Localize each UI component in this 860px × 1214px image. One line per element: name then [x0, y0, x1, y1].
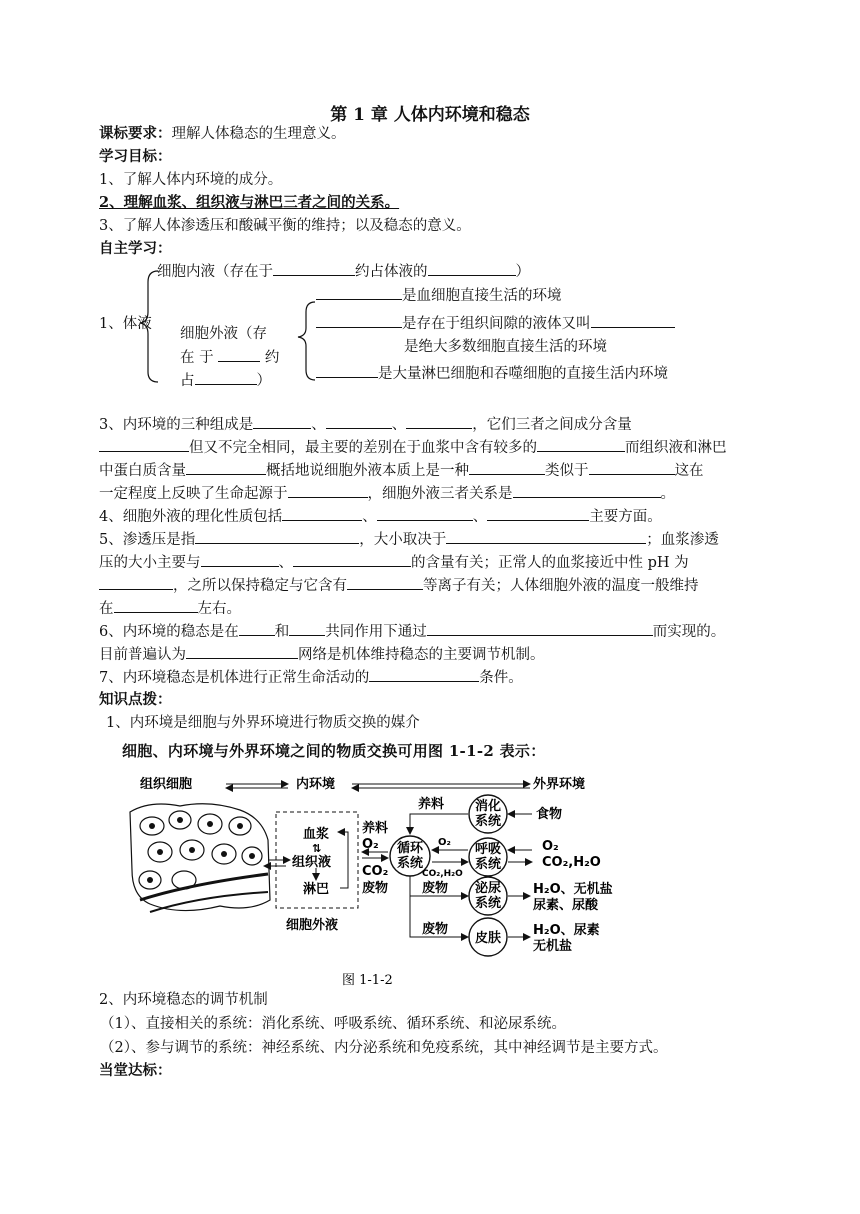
q6-text: 共同作用下通过	[325, 624, 427, 640]
q3-text: 中蛋白质含量	[99, 463, 186, 479]
label-uri-out-2: 尿素、尿酸	[533, 898, 599, 913]
label-co2h2o-mid: CO₂,H₂O	[422, 869, 463, 879]
intra-text-b: 约占体液的	[355, 264, 428, 280]
goal-1: 1、了解人体内环境的成分。	[99, 172, 283, 188]
ecf-branch-3: 是绝大多数细胞直接生活的环境	[404, 339, 607, 355]
q3-text: 3、内环境的三种组成是	[99, 417, 254, 433]
q5-text: ，之所以保持稳定与它含有	[173, 578, 347, 594]
label-co2-left: CO₂	[362, 864, 389, 879]
ecf-text-3a: 占	[180, 373, 195, 389]
ecf-text-3b: ）	[256, 373, 271, 389]
label-plasma: 血浆	[303, 827, 330, 842]
label-lymph: 淋巴	[303, 882, 330, 897]
q3-text: 但又不完全相同，最主要的差别在于血浆中含有较多的	[189, 440, 537, 456]
branch-1-text: 是血细胞直接生活的环境	[402, 288, 562, 304]
q6-text: 6、内环境的稳态是在	[99, 624, 239, 640]
branch-4-text: 是大量淋巴细胞和吞噬细胞的直接生活内环境	[378, 366, 668, 382]
intra-text-c: ）	[515, 264, 530, 280]
q4-text: 、	[472, 509, 488, 525]
ecf-line-1: 细胞外液（存	[180, 326, 267, 342]
tissue-cells-sketch	[130, 804, 270, 912]
resp-label-1: 呼吸	[475, 842, 502, 857]
ecf-text-2b: 约	[264, 350, 280, 366]
label-tissue-fluid: 组织液	[292, 855, 332, 870]
knowledge-2: 2、内环境稳态的调节机制	[99, 992, 268, 1008]
q5-text: 在	[99, 601, 114, 617]
circ-label-1: 循环	[397, 841, 424, 856]
q5-text: 的含量有关；正常人的血浆接近中性 pH 为	[411, 555, 689, 571]
q5-text: 压的大小主要与	[99, 555, 201, 571]
branch-2-text: 是存在于组织间隙的液体又叫	[402, 316, 591, 332]
q3-text: 、	[311, 417, 326, 433]
q3-text: 。	[660, 486, 675, 502]
q5-text: ，大小取决于	[359, 532, 447, 548]
q6-text: 目前普遍认为	[99, 647, 186, 663]
label-inner-env: 内环境	[296, 777, 336, 792]
q5-text: 等离子有关；人体细胞外液的温度一般维持	[423, 578, 699, 594]
body-fluid-label: 1、体液	[99, 316, 152, 332]
q5-text: 、	[278, 555, 293, 571]
label-skin-out-1: H₂O、尿素	[533, 923, 600, 938]
class-goal-label: 当堂达标：	[99, 1062, 172, 1079]
knowledge-1: 1、内环境是细胞与外界环境进行物质交换的媒介	[106, 715, 420, 731]
q3-text: ，它们三者之间成分含量	[472, 417, 632, 433]
requirement-label: 课标要求：	[99, 125, 172, 142]
uri-label-2: 系统	[475, 896, 502, 911]
intra-text-a: 细胞内液（存在于	[157, 264, 273, 280]
q7-text: 条件。	[479, 670, 523, 686]
goals-label: 学习目标：	[99, 148, 172, 165]
q5-text: ；血浆渗透	[646, 532, 719, 548]
q5-text: 左右。	[197, 601, 241, 617]
label-nutrient-left: 养料	[362, 821, 389, 836]
label-waste-1: 废物	[422, 881, 449, 896]
goal-3: 3、了解人体渗透压和酸碱平衡的维持；以及稳态的意义。	[99, 218, 471, 234]
resp-label-2: 系统	[475, 857, 502, 872]
label-ecf: 细胞外液	[286, 918, 339, 933]
knowledge-2-2: （2）、参与调节的系统：神经系统、内分泌系统和免疫系统，其中神经调节是主要方式。	[100, 1040, 668, 1056]
label-nutrient-mid: 养料	[418, 797, 445, 812]
q3-text: 这在	[674, 463, 704, 479]
label-uri-out-1: H₂O、无机盐	[533, 882, 613, 897]
q3-text: 类似于	[545, 463, 589, 479]
q3-text: 而组织液和淋巴	[625, 440, 727, 456]
label-food: 食物	[536, 807, 563, 822]
page-title: 第 1 章 人体内环境和稳态	[330, 105, 530, 125]
uri-label-1: 泌尿	[475, 881, 502, 896]
q4-text: 主要方面。	[589, 509, 662, 525]
q6-text: 网络是机体维持稳态的主要调节机制。	[298, 647, 545, 663]
svg-text:⇅: ⇅	[312, 842, 322, 855]
label-o2-out: O₂	[542, 839, 559, 854]
q3-text: 概括地说细胞外液本质上是一种	[266, 463, 469, 479]
label-waste-left: 废物	[362, 881, 389, 896]
label-skin-out-2: 无机盐	[533, 939, 573, 954]
knowledge-label: 知识点拨：	[99, 691, 172, 708]
q3-text: 、	[391, 417, 407, 433]
label-waste-2: 废物	[422, 922, 449, 937]
q4-text: 、	[362, 509, 377, 525]
label-co2h2o-out: CO₂,H₂O	[542, 855, 601, 870]
circ-label-2: 系统	[397, 856, 424, 871]
figure-caption-top: 细胞、内环境与外界环境之间的物质交换可用图 1-1-2 表示：	[122, 742, 546, 760]
label-o2-left: O₂	[362, 837, 379, 852]
figure-caption: 图 1-1-2	[342, 973, 393, 988]
q7-text: 7、内环境稳态是机体进行正常生命活动的	[99, 670, 370, 686]
requirement-text: 理解人体稳态的生理意义。	[171, 126, 346, 142]
q6-text: 而实现的。	[652, 624, 726, 640]
dig-label-1: 消化	[475, 799, 502, 814]
goal-2-text: 2、理解血浆、组织液与淋巴三者之间的关系。	[99, 194, 400, 211]
label-outer-env: 外界环境	[533, 777, 586, 792]
skin-label: 皮肤	[475, 931, 502, 946]
dig-label-2: 系统	[475, 814, 502, 829]
knowledge-2-1: （1）、直接相关的系统：消化系统、呼吸系统、循环系统、和泌尿系统。	[100, 1016, 566, 1032]
q3-text: 一定程度上反映了生命起源于	[99, 486, 288, 502]
label-tissue-cells: 组织细胞	[140, 777, 193, 792]
q6-text: 和	[274, 624, 290, 640]
self-study-label: 自主学习：	[99, 240, 172, 257]
q4-text: 4、细胞外液的理化性质包括	[99, 509, 283, 525]
label-o2-mid: O₂	[438, 837, 451, 848]
ecf-text-2a: 在 于	[180, 350, 214, 366]
q5-text: 5、渗透压是指	[99, 532, 196, 548]
q3-text: ，细胞外液三者关系是	[367, 486, 513, 502]
